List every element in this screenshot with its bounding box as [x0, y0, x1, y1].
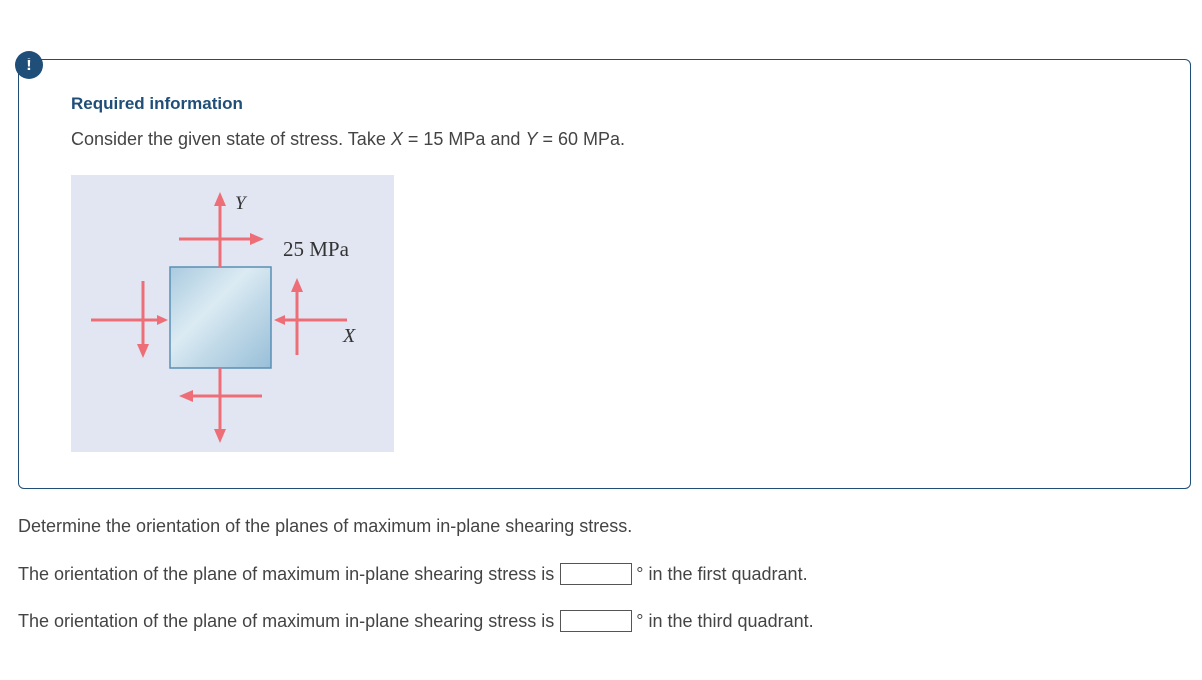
left-normal-arrowhead	[157, 315, 168, 325]
stress-element-diagram	[71, 175, 394, 452]
x-axis-label: X	[343, 325, 356, 347]
stress-element-figure	[71, 175, 394, 452]
stress-element	[170, 267, 271, 368]
x-variable: X	[390, 129, 403, 149]
answer-suffix: ° in the third quadrant.	[636, 610, 814, 631]
answer-input-first-quadrant[interactable]	[560, 563, 632, 585]
answer-input-third-quadrant[interactable]	[560, 610, 632, 632]
left-shear-arrowhead	[137, 344, 149, 358]
y-axis-label: Y	[235, 193, 246, 214]
answer-label: The orientation of the plane of maximum in-plane shearing stress is	[18, 563, 555, 584]
answer-row-first-quadrant	[18, 563, 808, 585]
right-normal-arrowhead	[274, 315, 285, 325]
top-normal-arrowhead	[214, 192, 226, 206]
required-information-card	[18, 59, 1191, 489]
info-text	[71, 129, 625, 150]
bottom-shear-arrowhead	[179, 390, 193, 402]
y-value: = 60 MPa.	[537, 129, 626, 149]
right-shear-arrowhead	[291, 278, 303, 292]
y-variable: Y	[525, 129, 538, 149]
bottom-normal-arrowhead	[214, 429, 226, 443]
answer-label: The orientation of the plane of maximum in-plane shearing stress is	[18, 610, 555, 631]
info-title: Required information	[71, 94, 243, 113]
answer-suffix: ° in the first quadrant.	[636, 563, 808, 584]
info-text-prefix: Consider the given state of stress. Take	[71, 129, 391, 149]
shear-stress-label: 25 MPa	[283, 237, 349, 261]
question-prompt: Determine the orientation of the planes of maximum in-plane shearing stress.	[18, 516, 633, 536]
top-shear-arrowhead	[250, 233, 264, 245]
answer-row-third-quadrant	[18, 610, 814, 632]
alert-icon: !	[15, 51, 43, 79]
x-value: = 15 MPa and	[402, 129, 526, 149]
